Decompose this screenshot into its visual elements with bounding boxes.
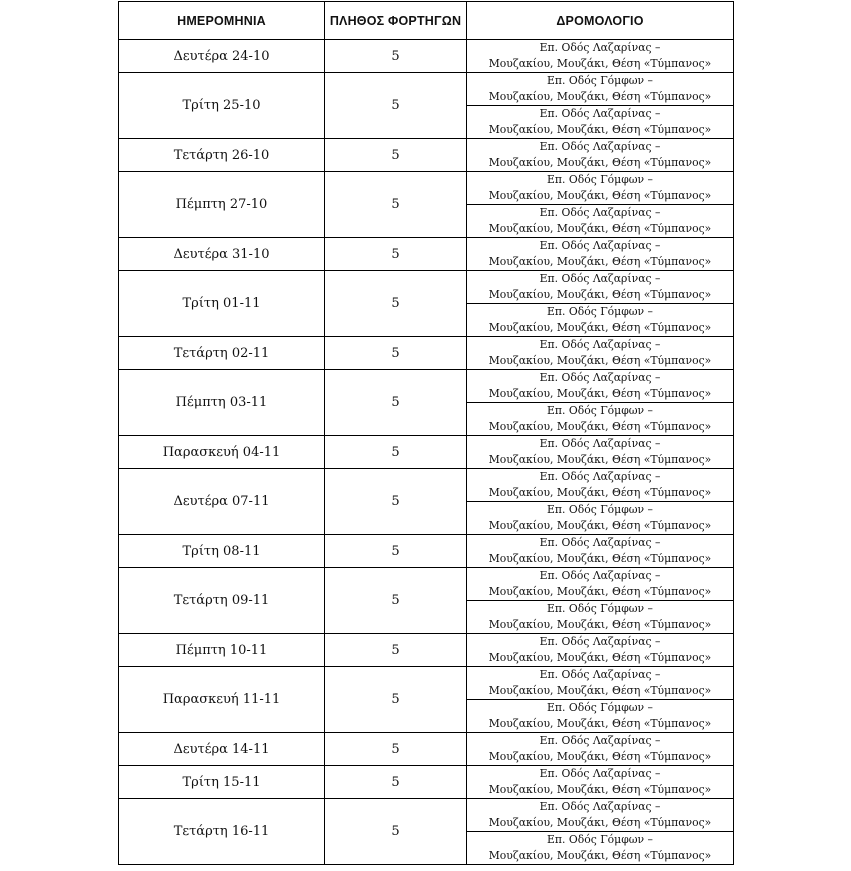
date-cell: Τετάρτη 09-11: [119, 568, 325, 634]
date-cell: Τετάρτη 02-11: [119, 337, 325, 370]
route-road: Επ. Οδός Λαζαρίνας –: [539, 470, 661, 483]
route-cell: [467, 832, 734, 865]
route-cell: [467, 370, 734, 403]
route-road: Επ. Οδός Λαζαρίνας –: [539, 239, 661, 252]
route-cell: [467, 733, 734, 766]
route-road: Επ. Οδός Λαζαρίνας –: [539, 635, 661, 648]
route-cell: [467, 436, 734, 469]
route-cell: [467, 502, 734, 535]
route-destination: Μουζακίου, Μουζάκι, Θέση «Τύμπανος»: [488, 57, 712, 70]
route-cell: [467, 304, 734, 337]
route-cell: [467, 667, 734, 700]
table-row: [119, 238, 734, 271]
truck-count-cell: 5: [325, 40, 467, 73]
route-cell: [467, 172, 734, 205]
table-row: [119, 40, 734, 73]
route-road: Επ. Οδός Λαζαρίνας –: [539, 767, 661, 780]
date-cell: Τετάρτη 16-11: [119, 799, 325, 865]
table-row: [119, 568, 734, 601]
route-cell: [467, 40, 734, 73]
route-road: Επ. Οδός Γόμφων –: [547, 305, 653, 318]
route-destination: Μουζακίου, Μουζάκι, Θέση «Τύμπανος»: [488, 783, 712, 796]
truck-count-cell: 5: [325, 271, 467, 337]
header-date: ΗΜΕΡΟΜΗΝΙΑ: [119, 2, 325, 40]
route-destination: Μουζακίου, Μουζάκι, Θέση «Τύμπανος»: [488, 453, 712, 466]
route-road: Επ. Οδός Γόμφων –: [547, 173, 653, 186]
route-destination: Μουζακίου, Μουζάκι, Θέση «Τύμπανος»: [488, 255, 712, 268]
route-road: Επ. Οδός Λαζαρίνας –: [539, 569, 661, 582]
route-destination: Μουζακίου, Μουζάκι, Θέση «Τύμπανος»: [488, 651, 712, 664]
route-cell: [467, 403, 734, 436]
date-cell: Τρίτη 01-11: [119, 271, 325, 337]
date-cell: Τετάρτη 26-10: [119, 139, 325, 172]
truck-count-cell: 5: [325, 766, 467, 799]
route-road: Επ. Οδός Λαζαρίνας –: [539, 371, 661, 384]
route-cell: [467, 766, 734, 799]
truck-count-cell: 5: [325, 733, 467, 766]
route-road: Επ. Οδός Γόμφων –: [547, 503, 653, 516]
route-cell: [467, 271, 734, 304]
route-cell: [467, 535, 734, 568]
route-destination: Μουζακίου, Μουζάκι, Θέση «Τύμπανος»: [488, 486, 712, 499]
route-destination: Μουζακίου, Μουζάκι, Θέση «Τύμπανος»: [488, 750, 712, 763]
table-row: [119, 799, 734, 832]
truck-count-cell: 5: [325, 337, 467, 370]
date-cell: Παρασκευή 11-11: [119, 667, 325, 733]
route-cell: [467, 601, 734, 634]
route-destination: Μουζακίου, Μουζάκι, Θέση «Τύμπανος»: [488, 123, 712, 136]
route-destination: Μουζακίου, Μουζάκι, Θέση «Τύμπανος»: [488, 684, 712, 697]
header-route: ΔΡΟΜΟΛΟΓΙΟ: [467, 2, 734, 40]
route-road: Επ. Οδός Λαζαρίνας –: [539, 800, 661, 813]
route-cell: [467, 799, 734, 832]
header-row: [119, 2, 734, 40]
table-row: [119, 667, 734, 700]
date-cell: Πέμπτη 10-11: [119, 634, 325, 667]
date-cell: Τρίτη 25-10: [119, 73, 325, 139]
route-cell: [467, 205, 734, 238]
route-cell: [467, 337, 734, 370]
route-road: Επ. Οδός Λαζαρίνας –: [539, 272, 661, 285]
route-destination: Μουζακίου, Μουζάκι, Θέση «Τύμπανος»: [488, 618, 712, 631]
date-cell: Δευτέρα 07-11: [119, 469, 325, 535]
route-destination: Μουζακίου, Μουζάκι, Θέση «Τύμπανος»: [488, 387, 712, 400]
table-row: [119, 634, 734, 667]
route-destination: Μουζακίου, Μουζάκι, Θέση «Τύμπανος»: [488, 849, 712, 862]
date-cell: Δευτέρα 24-10: [119, 40, 325, 73]
route-cell: [467, 568, 734, 601]
truck-count-cell: 5: [325, 436, 467, 469]
table-row: [119, 535, 734, 568]
route-cell: [467, 634, 734, 667]
truck-count-cell: 5: [325, 370, 467, 436]
route-destination: Μουζακίου, Μουζάκι, Θέση «Τύμπανος»: [488, 288, 712, 301]
truck-count-cell: 5: [325, 469, 467, 535]
table-row: [119, 436, 734, 469]
route-destination: Μουζακίου, Μουζάκι, Θέση «Τύμπανος»: [488, 519, 712, 532]
date-cell: Πέμπτη 03-11: [119, 370, 325, 436]
route-cell: [467, 238, 734, 271]
route-destination: Μουζακίου, Μουζάκι, Θέση «Τύμπανος»: [488, 420, 712, 433]
table-row: [119, 766, 734, 799]
route-road: Επ. Οδός Λαζαρίνας –: [539, 338, 661, 351]
date-cell: Τρίτη 15-11: [119, 766, 325, 799]
route-road: Επ. Οδός Γόμφων –: [547, 74, 653, 87]
route-destination: Μουζακίου, Μουζάκι, Θέση «Τύμπανος»: [488, 717, 712, 730]
table-row: [119, 733, 734, 766]
route-destination: Μουζακίου, Μουζάκι, Θέση «Τύμπανος»: [488, 354, 712, 367]
truck-count-cell: 5: [325, 535, 467, 568]
date-cell: Πέμπτη 27-10: [119, 172, 325, 238]
date-cell: Τρίτη 08-11: [119, 535, 325, 568]
route-road: Επ. Οδός Λαζαρίνας –: [539, 668, 661, 681]
route-destination: Μουζακίου, Μουζάκι, Θέση «Τύμπανος»: [488, 189, 712, 202]
route-cell: [467, 106, 734, 139]
route-road: Επ. Οδός Γόμφων –: [547, 404, 653, 417]
table-row: [119, 337, 734, 370]
route-cell: [467, 469, 734, 502]
truck-count-cell: 5: [325, 238, 467, 271]
truck-count-cell: 5: [325, 172, 467, 238]
table-row: [119, 139, 734, 172]
truck-count-cell: 5: [325, 667, 467, 733]
route-destination: Μουζακίου, Μουζάκι, Θέση «Τύμπανος»: [488, 321, 712, 334]
route-cell: [467, 700, 734, 733]
truck-count-cell: 5: [325, 799, 467, 865]
route-road: Επ. Οδός Λαζαρίνας –: [539, 536, 661, 549]
route-destination: Μουζακίου, Μουζάκι, Θέση «Τύμπανος»: [488, 222, 712, 235]
date-cell: Δευτέρα 31-10: [119, 238, 325, 271]
route-destination: Μουζακίου, Μουζάκι, Θέση «Τύμπανος»: [488, 90, 712, 103]
truck-count-cell: 5: [325, 73, 467, 139]
route-road: Επ. Οδός Γόμφων –: [547, 602, 653, 615]
route-road: Επ. Οδός Λαζαρίνας –: [539, 206, 661, 219]
schedule-table: [118, 1, 734, 865]
route-road: Επ. Οδός Γόμφων –: [547, 833, 653, 846]
route-destination: Μουζακίου, Μουζάκι, Θέση «Τύμπανος»: [488, 585, 712, 598]
truck-count-cell: 5: [325, 139, 467, 172]
date-cell: Παρασκευή 04-11: [119, 436, 325, 469]
date-cell: Δευτέρα 14-11: [119, 733, 325, 766]
truck-count-cell: 5: [325, 568, 467, 634]
schedule-body: [119, 40, 734, 865]
table-row: [119, 172, 734, 205]
route-road: Επ. Οδός Λαζαρίνας –: [539, 41, 661, 54]
route-destination: Μουζακίου, Μουζάκι, Θέση «Τύμπανος»: [488, 816, 712, 829]
header-count: ΠΛΗΘΟΣ ΦΟΡΤΗΓΩΝ: [325, 2, 467, 40]
table-row: [119, 271, 734, 304]
route-road: Επ. Οδός Λαζαρίνας –: [539, 734, 661, 747]
route-destination: Μουζακίου, Μουζάκι, Θέση «Τύμπανος»: [488, 156, 712, 169]
route-road: Επ. Οδός Λαζαρίνας –: [539, 140, 661, 153]
route-cell: [467, 73, 734, 106]
table-row: [119, 73, 734, 106]
table-row: [119, 370, 734, 403]
route-destination: Μουζακίου, Μουζάκι, Θέση «Τύμπανος»: [488, 552, 712, 565]
route-cell: [467, 139, 734, 172]
route-road: Επ. Οδός Γόμφων –: [547, 701, 653, 714]
route-road: Επ. Οδός Λαζαρίνας –: [539, 107, 661, 120]
route-road: Επ. Οδός Λαζαρίνας –: [539, 437, 661, 450]
table-row: [119, 469, 734, 502]
truck-count-cell: 5: [325, 634, 467, 667]
